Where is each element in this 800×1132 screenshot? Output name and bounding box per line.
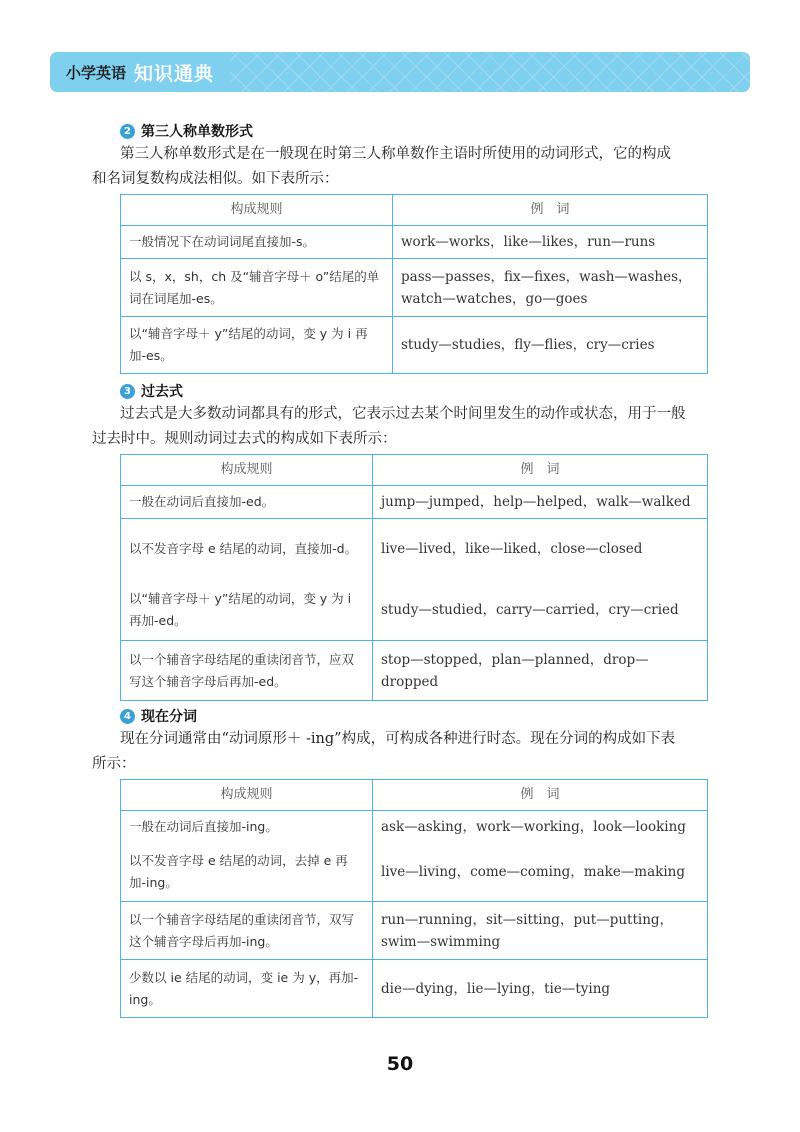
example-cell: die—dying，lie—lying，tie—tying: [373, 960, 708, 1018]
section-number-badge: 2: [120, 124, 135, 139]
table-row: [121, 519, 708, 580]
header-title: 知识通典: [134, 62, 215, 85]
paragraph-line: 现在分词通常由“动词原形＋ -ing”构成，可构成各种进行时态。现在分词的构成如下表: [120, 731, 676, 747]
example-cell: work—works，like—likes，run—runs: [393, 226, 708, 259]
section-title-text: 现在分词: [141, 709, 197, 725]
example-cell: live—living，come—coming，make—making: [373, 844, 708, 902]
rule-cell: 少数以 ie 结尾的动词，变 ie 为 y，再加-ing。: [121, 960, 373, 1018]
third-person-table: [120, 194, 708, 374]
section-number-badge: 4: [120, 709, 135, 724]
example-cell: study—studies，fly—flies，cry—cries: [393, 317, 708, 374]
example-cell: live—lived，like—liked，close—closed: [373, 519, 708, 580]
rule-cell: 一般在动词后直接加-ing。: [121, 811, 373, 844]
paragraph-line: 所示：: [92, 756, 136, 772]
table-row: [121, 641, 708, 701]
table-header-row: [121, 455, 708, 486]
table-header-row: [121, 195, 708, 226]
past-tense-table: [120, 454, 708, 701]
paragraph-line: 过去式是大多数动词都具有的形式，它表示过去某个时间里发生的动作或状态，用于一般: [120, 406, 686, 422]
section-number-badge: 3: [120, 384, 135, 399]
table-row: [121, 811, 708, 844]
table-header-rule: 构成规则: [121, 780, 373, 811]
page-number: 50: [386, 1053, 414, 1075]
rule-cell: 以“辅音字母＋ y”结尾的动词，变 y 为 i 再加-es。: [121, 317, 393, 374]
rule-cell: 以不发音字母 e 结尾的动词，去掉 e 再加-ing。: [121, 844, 373, 902]
rule-cell: 一般情况下在动词词尾直接加-s。: [121, 226, 393, 259]
section-title-present-participle: [120, 706, 197, 726]
rule-cell: 以一个辅音字母结尾的重读闭音节，双写这个辅音字母后再加-ing。: [121, 902, 373, 960]
paragraph-line: 第三人称单数形式是在一般现在时第三人称单数作主语时所使用的动词形式，它的构成: [120, 146, 671, 162]
example-cell: jump—jumped，help—helped，walk—walked: [373, 486, 708, 519]
table-header-example: 例 词: [393, 195, 708, 226]
table-header-example: 例 词: [373, 780, 708, 811]
rule-cell: 一般在动词后直接加-ed。: [121, 486, 373, 519]
section-title-text: 第三人称单数形式: [141, 124, 253, 140]
section-paragraph: [92, 402, 708, 452]
page-header-bar: [50, 52, 750, 92]
table-header-rule: 构成规则: [121, 455, 373, 486]
table-header-rule: 构成规则: [121, 195, 393, 226]
table-row: [121, 317, 708, 374]
section-title-text: 过去式: [141, 384, 183, 400]
present-participle-table: [120, 779, 708, 1018]
paragraph-line: 过去时中。规则动词过去式的构成如下表所示：: [92, 431, 397, 447]
section-title-past-tense: [120, 381, 183, 401]
section-paragraph: [92, 727, 708, 777]
table-row: [121, 960, 708, 1018]
table-header-row: [121, 780, 708, 811]
section-paragraph: [92, 142, 708, 192]
rule-cell: 以一个辅音字母结尾的重读闭音节，应双写这个辅音字母后再加-ed。: [121, 641, 373, 701]
table-row: [121, 226, 708, 259]
paragraph-line: 和名词复数构成法相似。如下表所示：: [92, 171, 339, 187]
example-cell: study—studied，carry—carried，cry—cried: [373, 580, 708, 641]
table-row: [121, 259, 708, 317]
rule-cell: 以 s，x，sh，ch 及“辅音字母＋ o”结尾的单词在词尾加-es。: [121, 259, 393, 317]
header-pattern: [230, 52, 750, 92]
header-subtitle: 小学英语: [66, 63, 127, 82]
section-title-third-person: [120, 121, 253, 141]
example-cell: ask—asking，work—working，look—looking: [373, 811, 708, 844]
table-row: [121, 580, 708, 641]
table-header-example: 例 词: [373, 455, 708, 486]
table-row: [121, 486, 708, 519]
rule-cell: 以不发音字母 e 结尾的动词，直接加-d。: [121, 519, 373, 580]
rule-cell: 以“辅音字母＋ y”结尾的动词，变 y 为 i 再加-ed。: [121, 580, 373, 641]
table-row: [121, 902, 708, 960]
example-cell: stop—stopped，plan—planned，drop—dropped: [373, 641, 708, 701]
example-cell: run—running，sit—sitting，put—putting，swim—swimming: [373, 902, 708, 960]
table-row: [121, 844, 708, 902]
example-cell: pass—passes，fix—fixes，wash—washes，watch—watches，go—goes: [393, 259, 708, 317]
